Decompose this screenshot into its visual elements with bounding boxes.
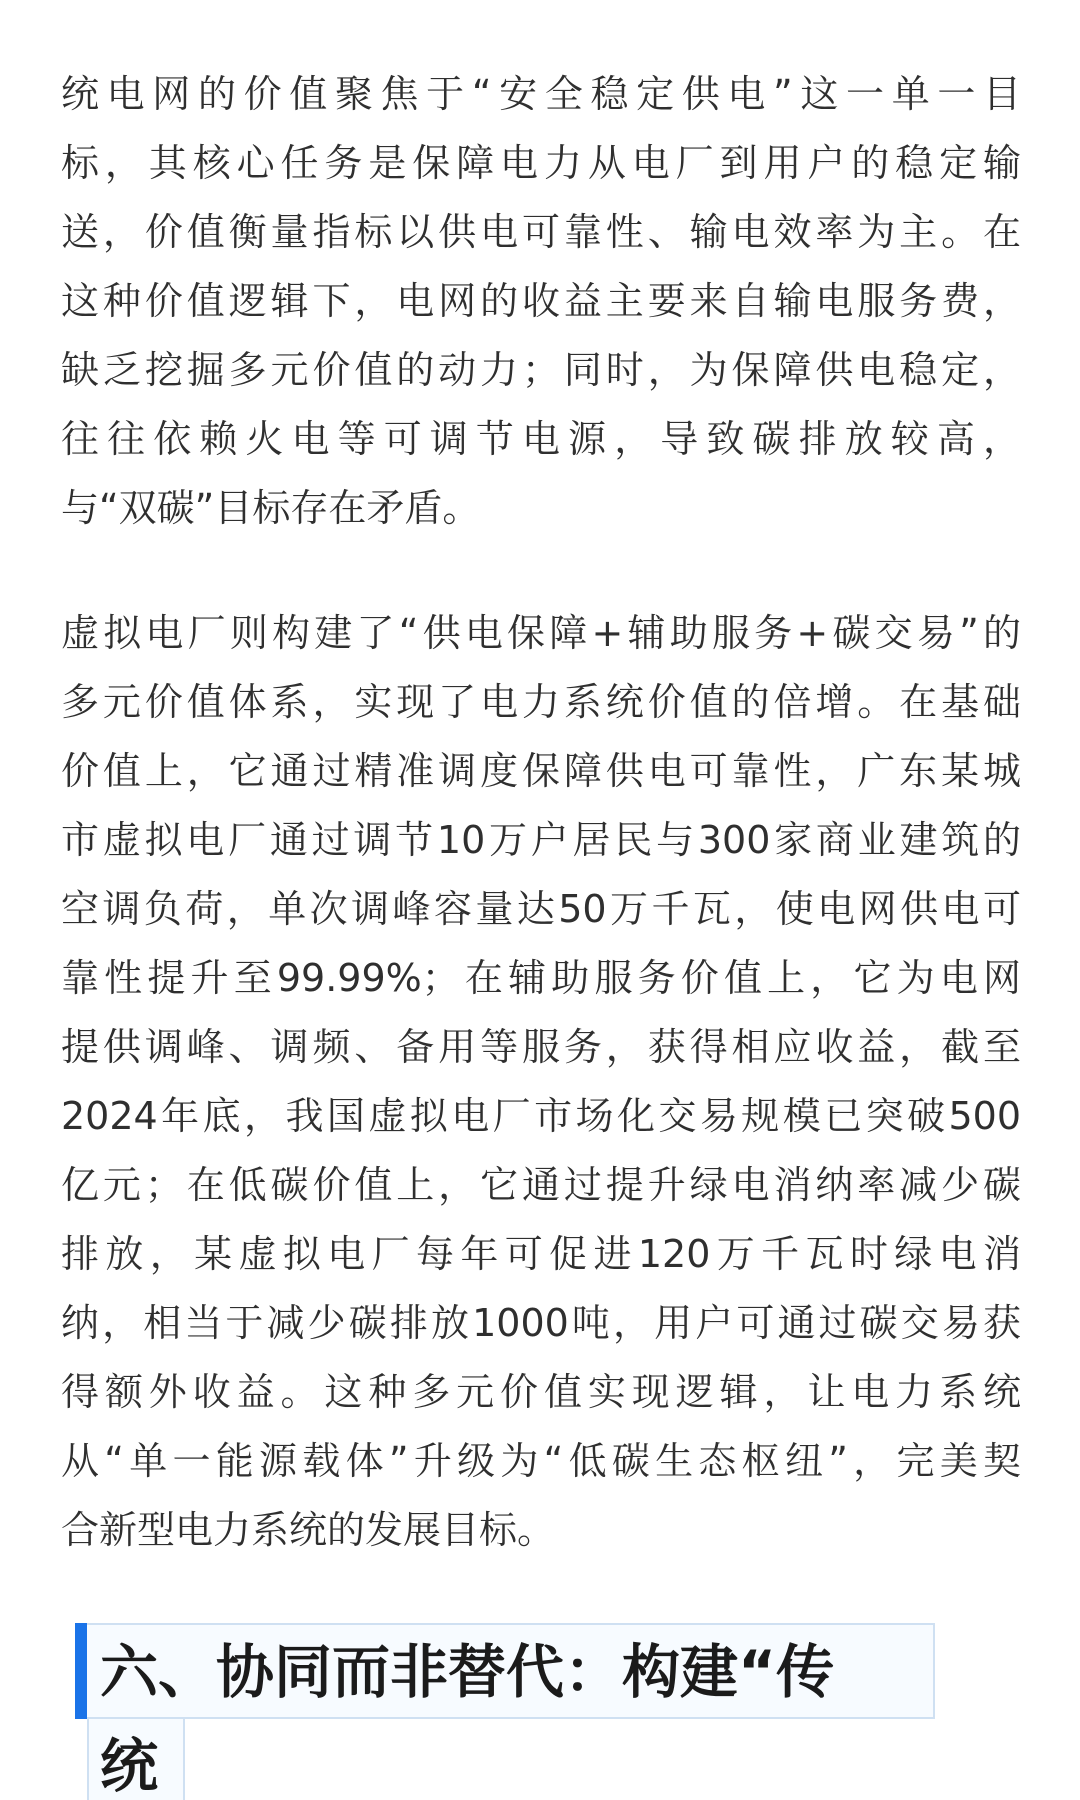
text-line: 多元价值体系，实现了电力系统价值的倍增。在基础 <box>61 680 1021 724</box>
section-heading-line-1: 六、协同而非替代：构建“传 <box>100 1638 835 1706</box>
text-line: 虚拟电厂则构建了“供电保障+辅助服务+碳交易”的 <box>61 611 1021 655</box>
text-line: 合新型电力系统的发展目标。 <box>61 1508 556 1552</box>
text-line: 缺乏挖掘多元价值的动力；同时，为保障供电稳定， <box>61 348 1021 392</box>
text-line: 提供调峰、调频、备用等服务，获得相应收益，截至 <box>61 1025 1021 1069</box>
text-line: 价值上，它通过精准调度保障供电可靠性，广东某城 <box>61 749 1021 793</box>
text-line: 与“双碳”目标存在矛盾。 <box>61 486 481 530</box>
text-line: 靠性提升至99.99%；在辅助服务价值上，它为电网 <box>61 956 1021 1000</box>
text-line: 送，价值衡量指标以供电可靠性、输电效率为主。在 <box>61 210 1021 254</box>
text-line: 从“单一能源载体”升级为“低碳生态枢纽”，完美契 <box>61 1439 1021 1483</box>
paragraph-traditional-grid <box>61 60 1021 543</box>
text-line: 统电网的价值聚焦于“安全稳定供电”这一单一目 <box>61 72 1021 116</box>
text-line: 市虚拟电厂通过调节10万户居民与300家商业建筑的 <box>61 818 1021 862</box>
text-line: 标，其核心任务是保障电力从电厂到用户的稳定输 <box>61 141 1021 185</box>
text-line: 排放，某虚拟电厂每年可促进120万千瓦时绿电消 <box>61 1232 1021 1276</box>
text-line: 得额外收益。这种多元价值实现逻辑，让电力系统 <box>61 1370 1021 1414</box>
text-line: 纳，相当于减少碳排放1000吨，用户可通过碳交易获 <box>61 1301 1021 1345</box>
paragraph-virtual-power-plant <box>61 599 1021 1565</box>
text-line: 2024年底，我国虚拟电厂市场化交易规模已突破500 <box>61 1094 1021 1138</box>
text-line: 往往依赖火电等可调节电源，导致碳排放较高， <box>61 417 1021 461</box>
text-line: 这种价值逻辑下，电网的收益主要来自输电服务费， <box>61 279 1021 323</box>
text-line: 亿元；在低碳价值上，它通过提升绿电消纳率减少碳 <box>61 1163 1021 1207</box>
section-heading-accent-bar <box>75 1623 87 1719</box>
section-heading-line-2: 统 <box>100 1732 159 1800</box>
text-line: 空调负荷，单次调峰容量达50万千瓦，使电网供电可 <box>61 887 1021 931</box>
